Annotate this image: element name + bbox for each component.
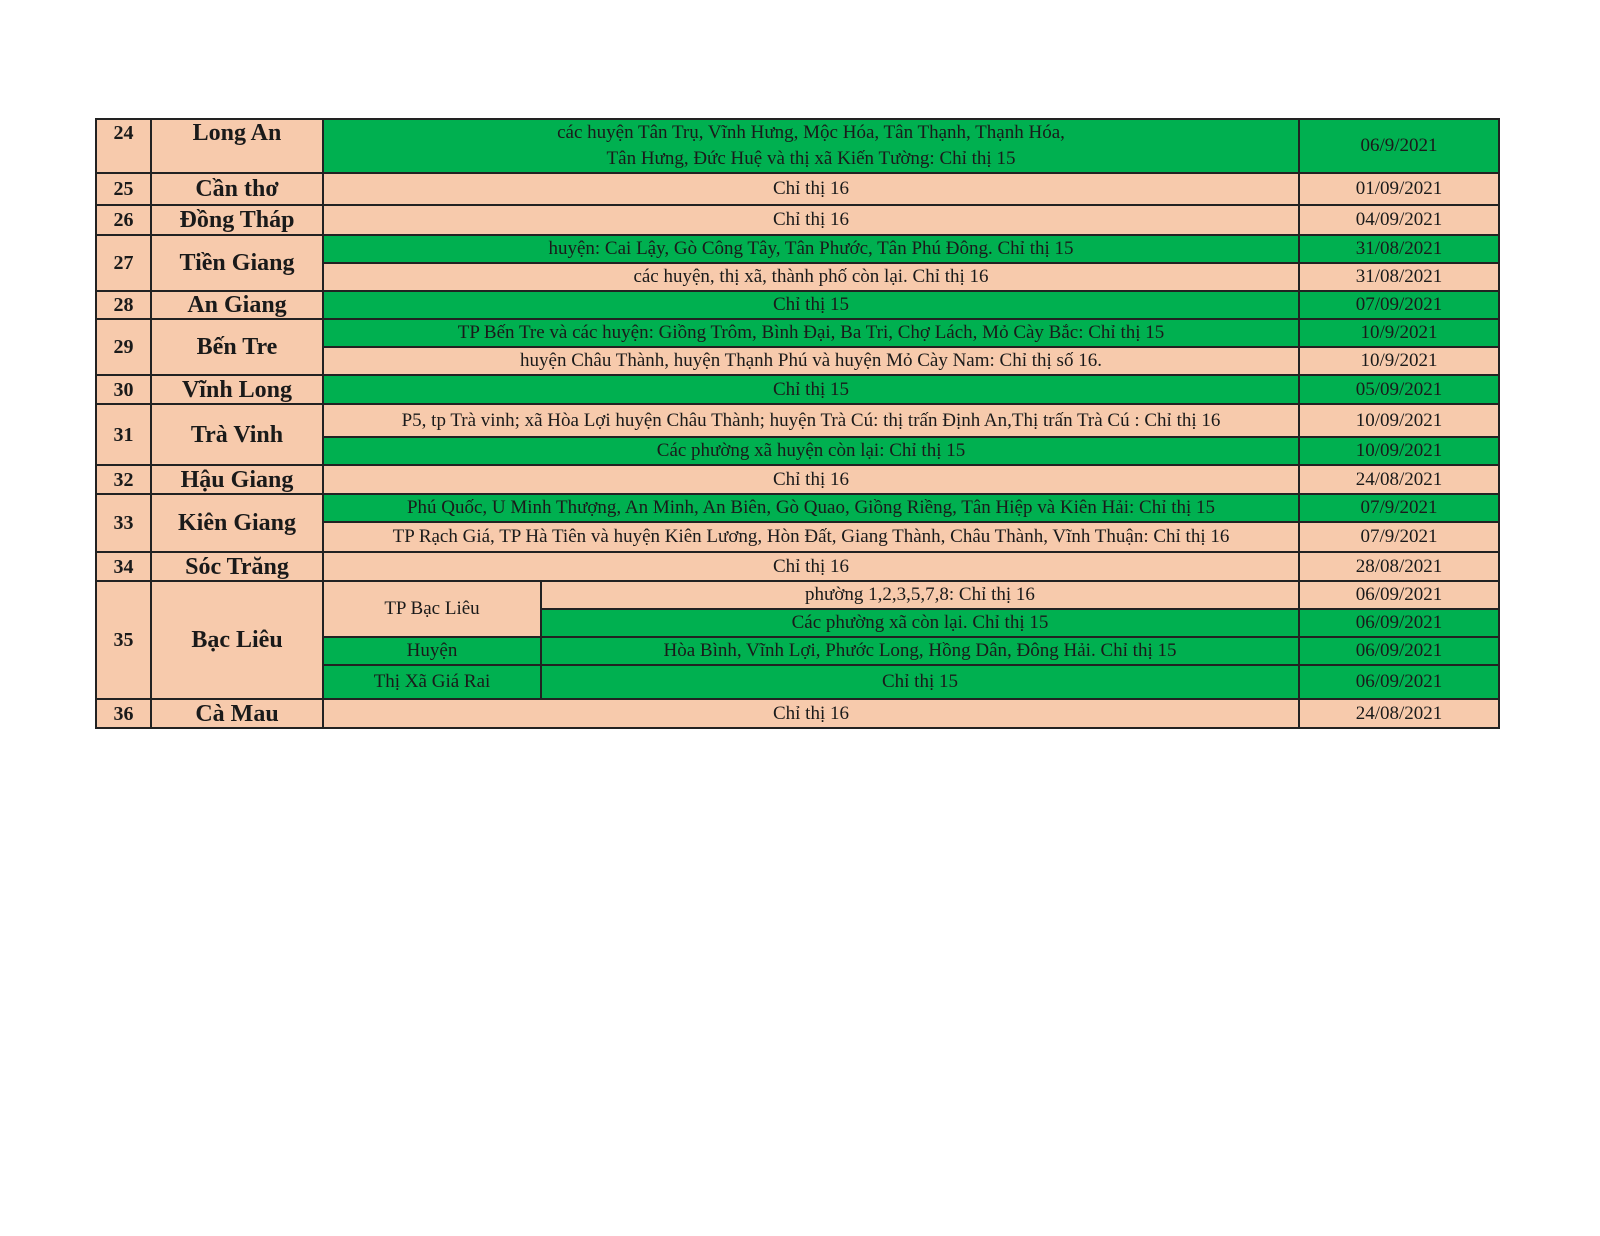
effective-date: 31/08/2021 [1299,263,1499,291]
table-row [96,173,1499,205]
row-number: 29 [96,319,151,375]
effective-date: 10/9/2021 [1299,347,1499,375]
directive-detail [323,119,1299,173]
table-row [96,699,1499,728]
province-name: Bạc Liêu [151,581,323,699]
effective-date: 10/09/2021 [1299,437,1499,465]
table-row [96,235,1499,263]
province-name: Vĩnh Long [151,375,323,404]
effective-date: 28/08/2021 [1299,552,1499,581]
directive-detail: TP Rạch Giá, TP Hà Tiên và huyện Kiên Lương, Hòn Đất, Giang Thành, Châu Thành, Vĩnh Thuận: Chỉ thị 16 [323,522,1299,552]
directive-detail: Chỉ thị 16 [323,205,1299,235]
table-row [96,552,1499,581]
row-number: 32 [96,465,151,494]
row-number: 35 [96,581,151,699]
effective-date: 10/9/2021 [1299,319,1499,347]
directive-detail: huyện: Cai Lậy, Gò Công Tây, Tân Phước, Tân Phú Đông. Chỉ thị 15 [323,235,1299,263]
row-number: 26 [96,205,151,235]
row-number: 25 [96,173,151,205]
effective-date: 07/9/2021 [1299,494,1499,522]
directive-detail: Phú Quốc, U Minh Thượng, An Minh, An Biên, Gò Quao, Giồng Riềng, Tân Hiệp và Kiên Hải: Chỉ thị 15 [323,494,1299,522]
directive-detail: phường 1,2,3,5,7,8: Chỉ thị 16 [541,581,1299,609]
directive-detail: Chỉ thị 15 [323,375,1299,404]
row-number: 30 [96,375,151,404]
province-name: Sóc Trăng [151,552,323,581]
table-row [96,119,1499,173]
province-name: Cần thơ [151,173,323,205]
effective-date: 24/08/2021 [1299,465,1499,494]
effective-date: 01/09/2021 [1299,173,1499,205]
province-name: An Giang [151,291,323,319]
province-name: Trà Vinh [151,404,323,465]
table-row [96,494,1499,522]
directive-detail: Hòa Bình, Vĩnh Lợi, Phước Long, Hồng Dân, Đông Hải. Chỉ thị 15 [541,637,1299,665]
row-number: 36 [96,699,151,728]
effective-date: 06/09/2021 [1299,637,1499,665]
directive-detail: Chỉ thị 15 [541,665,1299,699]
directive-detail: P5, tp Trà vinh; xã Hòa Lợi huyện Châu Thành; huyện Trà Cú: thị trấn Định An,Thị trấn Trà Cú : Chỉ thị 16 [323,404,1299,437]
directive-detail-line-1: các huyện Tân Trụ, Vĩnh Hưng, Mộc Hóa, Tân Thạnh, Thạnh Hóa, [557,122,1065,143]
sub-area-label: Huyện [323,637,541,665]
effective-date: 31/08/2021 [1299,235,1499,263]
table-row [96,319,1499,347]
sub-area-label: Thị Xã Giá Rai [323,665,541,699]
effective-date: 05/09/2021 [1299,375,1499,404]
table-row [96,205,1499,235]
directive-detail: Chỉ thị 16 [323,699,1299,728]
effective-date: 07/09/2021 [1299,291,1499,319]
directive-detail: Các phường xã huyện còn lại: Chỉ thị 15 [323,437,1299,465]
row-number: 24 [96,119,151,173]
directive-detail: các huyện, thị xã, thành phố còn lại. Chỉ thị 16 [323,263,1299,291]
province-name: Bến Tre [151,319,323,375]
table-row [96,465,1499,494]
directive-detail: Chỉ thị 16 [323,465,1299,494]
directive-detail: Chỉ thị 16 [323,173,1299,205]
province-name: Long An [151,119,323,173]
effective-date: 24/08/2021 [1299,699,1499,728]
row-number: 33 [96,494,151,552]
directive-detail-line-2: Tân Hưng, Đức Huệ và thị xã Kiến Tường: Chỉ thị 15 [606,148,1016,169]
province-name: Đồng Tháp [151,205,323,235]
province-name: Kiên Giang [151,494,323,552]
directive-detail: TP Bến Tre và các huyện: Giồng Trôm, Bình Đại, Ba Tri, Chợ Lách, Mỏ Cày Bắc: Chỉ thị 15 [323,319,1299,347]
effective-date: 04/09/2021 [1299,205,1499,235]
effective-date: 07/9/2021 [1299,522,1499,552]
table-row [96,375,1499,404]
row-number: 28 [96,291,151,319]
row-number: 34 [96,552,151,581]
row-number: 27 [96,235,151,291]
effective-date: 06/9/2021 [1299,119,1499,173]
effective-date: 06/09/2021 [1299,665,1499,699]
table-row [96,581,1499,609]
effective-date: 06/09/2021 [1299,581,1499,609]
province-directive-table [95,118,1500,729]
table-row [96,404,1499,437]
row-number: 31 [96,404,151,465]
sub-area-label: TP Bạc Liêu [323,581,541,637]
province-name: Hậu Giang [151,465,323,494]
directive-detail: huyện Châu Thành, huyện Thạnh Phú và huyện Mỏ Cày Nam: Chỉ thị số 16. [323,347,1299,375]
directive-detail: Chỉ thị 16 [323,552,1299,581]
province-name: Cà Mau [151,699,323,728]
directive-detail: Chỉ thị 15 [323,291,1299,319]
province-name: Tiền Giang [151,235,323,291]
directive-detail: Các phường xã còn lại. Chỉ thị 15 [541,609,1299,637]
effective-date: 10/09/2021 [1299,404,1499,437]
effective-date: 06/09/2021 [1299,609,1499,637]
table-row [96,291,1499,319]
